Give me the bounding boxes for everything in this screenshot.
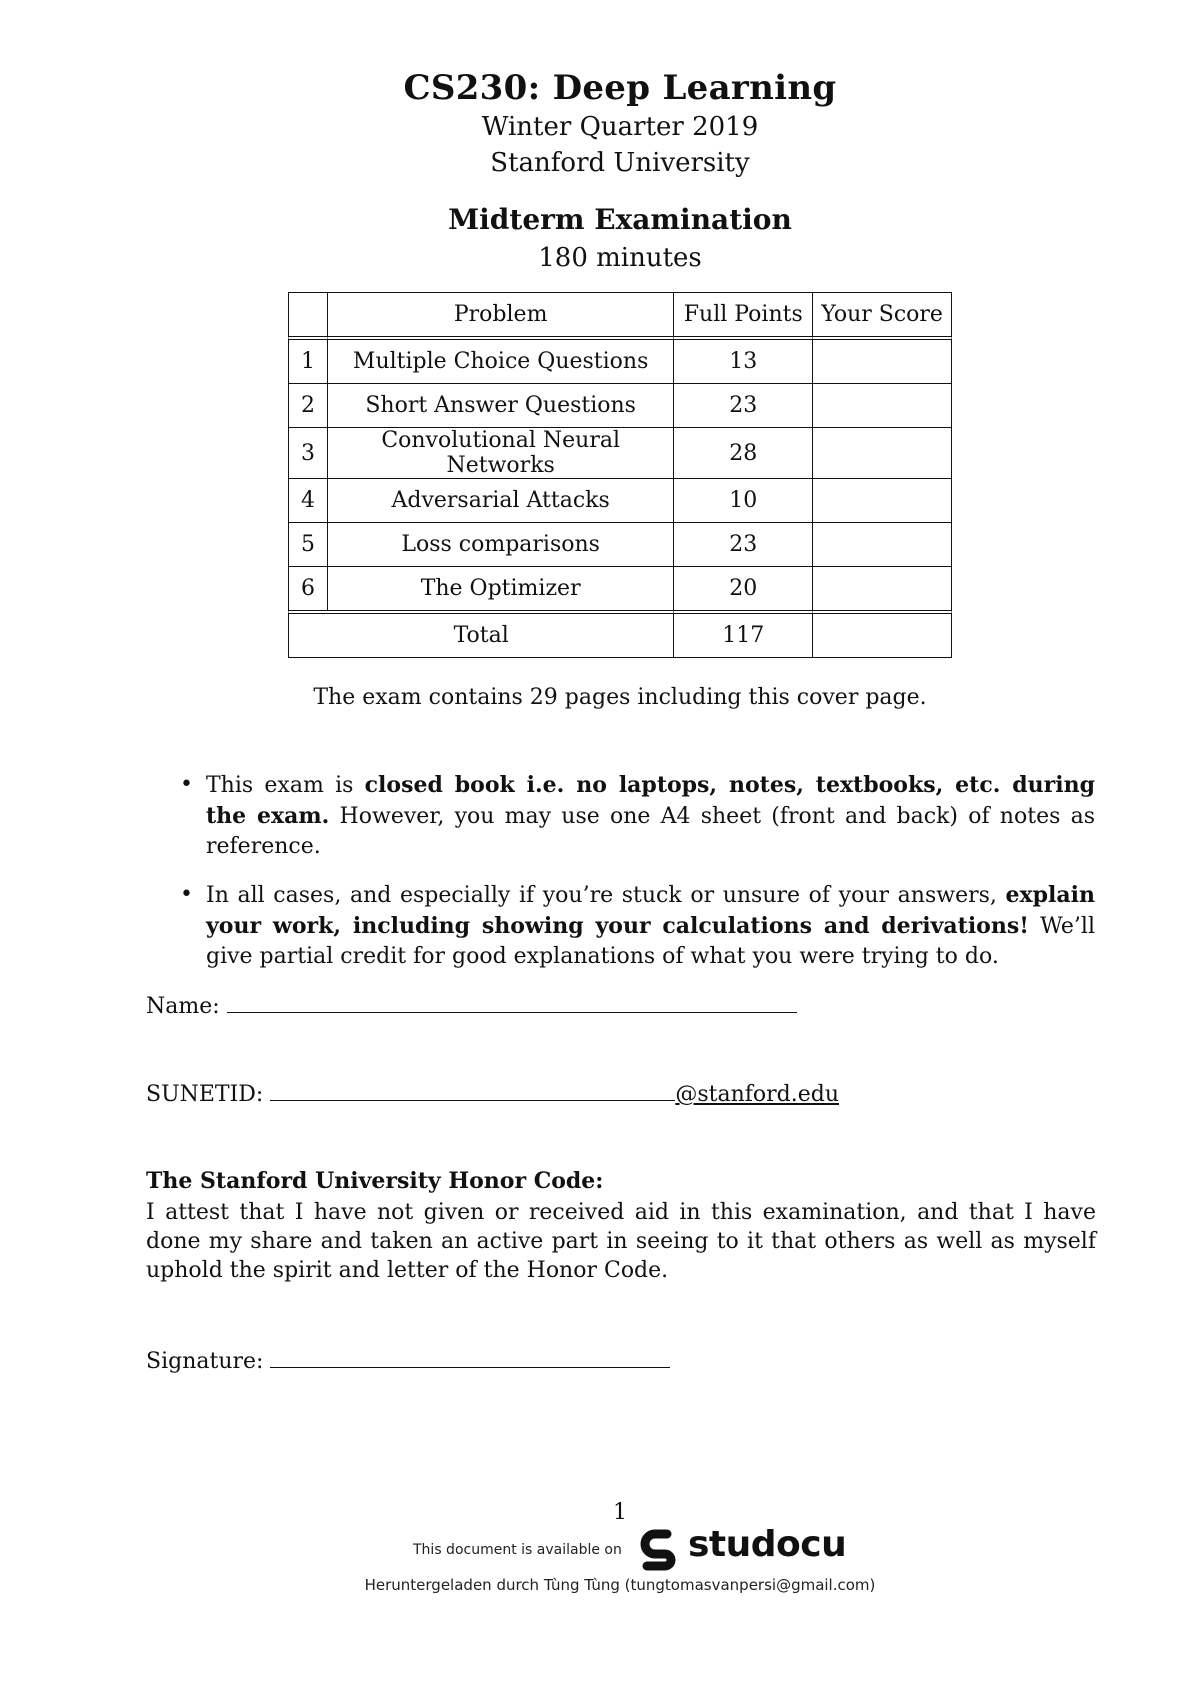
table-header-row (288, 292, 952, 336)
table-row (288, 566, 952, 610)
row-problem: Loss comparisons (327, 522, 673, 566)
rule-explain-work (180, 880, 1095, 972)
row-points: 13 (673, 336, 812, 383)
total-points: 117 (673, 610, 812, 658)
exam-duration: 180 minutes (538, 243, 702, 273)
sunetid-label: SUNETID: (146, 1082, 264, 1107)
row-points: 23 (673, 522, 812, 566)
row-score-cell (812, 478, 952, 522)
row-score-cell (812, 427, 952, 478)
table-header-num (288, 292, 327, 336)
exam-rules-list (180, 770, 1095, 990)
sunetid-blank-line[interactable] (270, 1078, 675, 1101)
honor-code-text: I attest that I have not given or received aid in this examination, and that I have done my share and taken an active part in seeing to it that others as well as myself uphold the spirit and letter of the Honor Code. (146, 1200, 1096, 1283)
studocu-logo-icon (637, 1526, 683, 1572)
signature-label: Signature: (146, 1349, 264, 1374)
rule-text: We’ll give partial credit for good explanations of what you were trying to do. (206, 914, 1095, 969)
rule-emphasis: closed book i.e. no laptops, notes, textbooks, etc. during the exam. (206, 772, 1095, 829)
name-label: Name: (146, 994, 220, 1019)
rule-text: This exam is (206, 773, 365, 798)
row-problem: Convolutional Neural Networks (327, 427, 673, 478)
total-label: Total (288, 610, 673, 658)
table-row (288, 427, 952, 478)
row-score-cell (812, 383, 952, 427)
term: Winter Quarter 2019 (481, 112, 759, 142)
sunetid-field (146, 1078, 839, 1107)
row-score-cell (812, 566, 952, 610)
rule-emphasis: explain your work, including showing your calculations and derivations! (206, 882, 1095, 939)
row-points: 10 (673, 478, 812, 522)
row-number: 5 (288, 522, 327, 566)
row-number: 4 (288, 478, 327, 522)
signature-field (146, 1345, 670, 1374)
row-score-cell (812, 522, 952, 566)
score-table (288, 292, 952, 658)
university: Stanford University (490, 148, 750, 178)
row-number: 2 (288, 383, 327, 427)
row-problem: The Optimizer (327, 566, 673, 610)
signature-blank-line[interactable] (270, 1345, 670, 1368)
page-number: 1 (613, 1500, 627, 1525)
table-row (288, 383, 952, 427)
row-points: 20 (673, 566, 812, 610)
row-number: 1 (288, 336, 327, 383)
row-problem: Adversarial Attacks (327, 478, 673, 522)
total-score-cell (812, 610, 952, 658)
table-header-problem: Problem (327, 292, 673, 336)
course-title: CS230: Deep Learning (403, 68, 837, 108)
row-problem: Multiple Choice Questions (327, 336, 673, 383)
pages-note: The exam contains 29 pages including this cover page. (313, 685, 927, 710)
studocu-brand[interactable]: studocu (688, 1524, 847, 1565)
rule-text: However, you may use one A4 sheet (front and back) of notes as reference. (206, 804, 1095, 859)
row-number: 3 (288, 427, 327, 478)
row-points: 23 (673, 383, 812, 427)
total-row (288, 610, 952, 658)
downloaded-by-text: Heruntergeladen durch Tùng Tùng (tungtomasvanpersi@gmail.com) (364, 1576, 876, 1594)
table-row (288, 522, 952, 566)
sunetid-domain: @stanford.edu (675, 1082, 840, 1107)
rule-closed-book (180, 770, 1095, 862)
available-on-text: This document is available on (413, 1542, 622, 1558)
row-problem: Short Answer Questions (327, 383, 673, 427)
table-row (288, 478, 952, 522)
row-points: 28 (673, 427, 812, 478)
row-score-cell (812, 336, 952, 383)
table-header-your-score: Your Score (812, 292, 952, 336)
name-blank-line[interactable] (227, 990, 797, 1013)
name-field (146, 990, 797, 1019)
table-row (288, 336, 952, 383)
exam-title: Midterm Examination (448, 203, 792, 236)
honor-code-heading: The Stanford University Honor Code: (146, 1168, 604, 1194)
rule-text: In all cases, and especially if you’re stuck or unsure of your answers, (206, 883, 1006, 908)
table-header-full-points: Full Points (673, 292, 812, 336)
row-number: 6 (288, 566, 327, 610)
